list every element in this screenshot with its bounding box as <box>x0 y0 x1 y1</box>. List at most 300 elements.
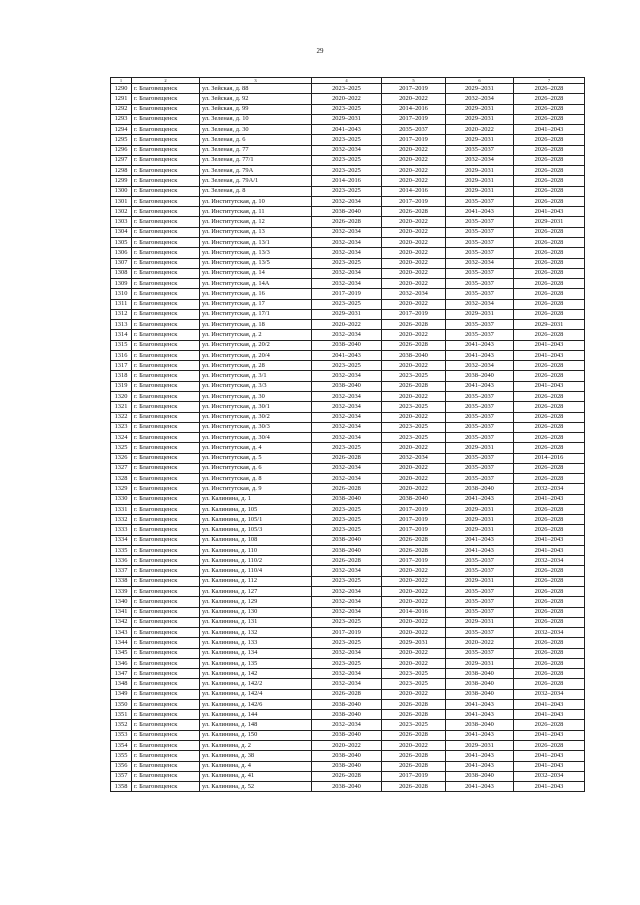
cell-address: ул. Калинина, д. 112 <box>200 576 312 586</box>
cell-period-col4: 2026–2028 <box>312 453 382 463</box>
cell-period-col6: 2029–2031 <box>446 84 514 94</box>
cell-period-col4: 2023–2025 <box>312 443 382 453</box>
cell-period-col7: 2026–2028 <box>514 576 585 586</box>
cell-row-number: 1353 <box>111 730 132 740</box>
cell-row-number: 1293 <box>111 114 132 124</box>
cell-period-col5: 2026–2028 <box>382 699 446 709</box>
table-row <box>111 361 585 371</box>
cell-row-number: 1294 <box>111 125 132 135</box>
cell-period-col5: 2020–2022 <box>382 597 446 607</box>
cell-row-number: 1308 <box>111 268 132 278</box>
cell-period-col5: 2020–2022 <box>382 474 446 484</box>
cell-period-col7: 2026–2028 <box>514 309 585 319</box>
cell-period-col6: 2035–2037 <box>446 391 514 401</box>
cell-city: г. Благовещенск <box>132 751 200 761</box>
cell-period-col6: 2020–2022 <box>446 638 514 648</box>
cell-city: г. Благовещенск <box>132 258 200 268</box>
cell-row-number: 1300 <box>111 186 132 196</box>
cell-period-col6: 2035–2037 <box>446 320 514 330</box>
cell-period-col6: 2029–2031 <box>446 658 514 668</box>
cell-city: г. Благовещенск <box>132 84 200 94</box>
cell-period-col6: 2035–2037 <box>446 289 514 299</box>
cell-row-number: 1298 <box>111 166 132 176</box>
cell-period-col4: 2032–2034 <box>312 669 382 679</box>
cell-period-col4: 2038–2040 <box>312 535 382 545</box>
cell-period-col6: 2038–2040 <box>446 689 514 699</box>
cell-city: г. Благовещенск <box>132 710 200 720</box>
cell-address: ул. Калинина, д. 142/4 <box>200 689 312 699</box>
table-row <box>111 114 585 124</box>
cell-row-number: 1355 <box>111 751 132 761</box>
table-row <box>111 196 585 206</box>
cell-period-col6: 2035–2037 <box>446 227 514 237</box>
cell-period-col7: 2041–2043 <box>514 545 585 555</box>
cell-city: г. Благовещенск <box>132 453 200 463</box>
table-row <box>111 453 585 463</box>
cell-row-number: 1297 <box>111 155 132 165</box>
cell-period-col4: 2032–2034 <box>312 679 382 689</box>
cell-address: ул. Зеленая, д. 8 <box>200 186 312 196</box>
cell-period-col5: 2020–2022 <box>382 155 446 165</box>
cell-period-col7: 2026–2028 <box>514 422 585 432</box>
cell-period-col4: 2023–2025 <box>312 258 382 268</box>
cell-period-col7: 2026–2028 <box>514 104 585 114</box>
cell-city: г. Благовещенск <box>132 237 200 247</box>
cell-period-col6: 2029–2031 <box>446 617 514 627</box>
table-row <box>111 289 585 299</box>
cell-address: ул. Институтская, д. 3/1 <box>200 371 312 381</box>
cell-address: ул. Институтская, д. 11 <box>200 207 312 217</box>
cell-period-col6: 2035–2037 <box>446 463 514 473</box>
cell-address: ул. Зеленая, д. 6 <box>200 135 312 145</box>
table-row <box>111 597 585 607</box>
cell-row-number: 1329 <box>111 484 132 494</box>
cell-address: ул. Калинина, д. 105/1 <box>200 515 312 525</box>
column-number-2: 2 <box>132 78 200 84</box>
cell-period-col5: 2026–2028 <box>382 381 446 391</box>
table-row <box>111 741 585 751</box>
cell-row-number: 1331 <box>111 504 132 514</box>
cell-period-col7: 2032–2034 <box>514 556 585 566</box>
cell-period-col5: 2020–2022 <box>382 628 446 638</box>
cell-period-col7: 2032–2034 <box>514 689 585 699</box>
cell-period-col6: 2038–2040 <box>446 669 514 679</box>
cell-address: ул. Калинина, д. 108 <box>200 535 312 545</box>
cell-address: ул. Институтская, д. 30/2 <box>200 412 312 422</box>
cell-period-col4: 2032–2034 <box>312 196 382 206</box>
cell-period-col6: 2029–2031 <box>446 114 514 124</box>
cell-period-col6: 2035–2037 <box>446 607 514 617</box>
cell-period-col4: 2023–2025 <box>312 576 382 586</box>
cell-address: ул. Калинина, д. 130 <box>200 607 312 617</box>
table-row <box>111 710 585 720</box>
cell-row-number: 1327 <box>111 463 132 473</box>
cell-period-col4: 2032–2034 <box>312 237 382 247</box>
cell-address: ул. Институтская, д. 14 <box>200 268 312 278</box>
cell-row-number: 1338 <box>111 576 132 586</box>
cell-period-col5: 2026–2028 <box>382 761 446 771</box>
cell-period-col4: 2032–2034 <box>312 720 382 730</box>
cell-city: г. Благовещенск <box>132 648 200 658</box>
cell-row-number: 1347 <box>111 669 132 679</box>
cell-period-col4: 2023–2025 <box>312 104 382 114</box>
cell-period-col5: 2020–2022 <box>382 279 446 289</box>
cell-city: г. Благовещенск <box>132 104 200 114</box>
cell-period-col7: 2026–2028 <box>514 515 585 525</box>
cell-period-col4: 2032–2034 <box>312 566 382 576</box>
cell-city: г. Благовещенск <box>132 412 200 422</box>
cell-period-col7: 2026–2028 <box>514 237 585 247</box>
cell-address: ул. Зеленая, д. 77/1 <box>200 155 312 165</box>
table-row <box>111 484 585 494</box>
cell-period-col7: 2026–2028 <box>514 371 585 381</box>
cell-address: ул. Институтская, д. 5 <box>200 453 312 463</box>
column-number-1: 1 <box>111 78 132 84</box>
cell-address: ул. Институтская, д. 13/5 <box>200 258 312 268</box>
cell-period-col4: 2032–2034 <box>312 145 382 155</box>
cell-period-col5: 2026–2028 <box>382 730 446 740</box>
cell-period-col5: 2026–2028 <box>382 782 446 792</box>
cell-period-col6: 2035–2037 <box>446 597 514 607</box>
cell-city: г. Благовещенск <box>132 771 200 781</box>
cell-row-number: 1313 <box>111 320 132 330</box>
cell-period-col5: 2020–2022 <box>382 166 446 176</box>
cell-period-col6: 2029–2031 <box>446 525 514 535</box>
cell-period-col6: 2035–2037 <box>446 237 514 247</box>
table-row <box>111 751 585 761</box>
cell-city: г. Благовещенск <box>132 679 200 689</box>
cell-period-col7: 2026–2028 <box>514 279 585 289</box>
cell-city: г. Благовещенск <box>132 741 200 751</box>
cell-period-col5: 2026–2028 <box>382 751 446 761</box>
cell-city: г. Благовещенск <box>132 597 200 607</box>
table-row <box>111 669 585 679</box>
cell-city: г. Благовещенск <box>132 155 200 165</box>
cell-address: ул. Калинина, д. 38 <box>200 751 312 761</box>
cell-period-col6: 2035–2037 <box>446 628 514 638</box>
table-row <box>111 679 585 689</box>
cell-row-number: 1322 <box>111 412 132 422</box>
cell-row-number: 1317 <box>111 361 132 371</box>
cell-address: ул. Калинина, д. 127 <box>200 587 312 597</box>
cell-period-col4: 2032–2034 <box>312 474 382 484</box>
cell-period-col7: 2026–2028 <box>514 176 585 186</box>
table-row <box>111 443 585 453</box>
table-row <box>111 433 585 443</box>
cell-period-col7: 2026–2028 <box>514 607 585 617</box>
cell-city: г. Благовещенск <box>132 135 200 145</box>
table-row <box>111 207 585 217</box>
cell-period-col6: 2029–2031 <box>446 504 514 514</box>
column-number-3: 3 <box>200 78 312 84</box>
cell-row-number: 1356 <box>111 761 132 771</box>
cell-period-col5: 2038–2040 <box>382 350 446 360</box>
cell-period-col7: 2026–2028 <box>514 166 585 176</box>
cell-row-number: 1303 <box>111 217 132 227</box>
table-row <box>111 104 585 114</box>
page-number: 29 <box>316 47 324 55</box>
table-row <box>111 463 585 473</box>
cell-row-number: 1330 <box>111 494 132 504</box>
cell-period-col5: 2026–2028 <box>382 710 446 720</box>
cell-period-col7: 2041–2043 <box>514 350 585 360</box>
table-row <box>111 309 585 319</box>
cell-period-col7: 2041–2043 <box>514 699 585 709</box>
table-row <box>111 566 585 576</box>
cell-city: г. Благовещенск <box>132 474 200 484</box>
cell-row-number: 1335 <box>111 545 132 555</box>
cell-period-col7: 2041–2043 <box>514 761 585 771</box>
cell-period-col4: 2032–2034 <box>312 433 382 443</box>
table-row <box>111 525 585 535</box>
cell-period-col4: 2032–2034 <box>312 227 382 237</box>
cell-period-col7: 2026–2028 <box>514 638 585 648</box>
cell-address: ул. Институтская, д. 2 <box>200 330 312 340</box>
cell-period-col5: 2023–2025 <box>382 422 446 432</box>
cell-address: ул. Зеленая, д. 10 <box>200 114 312 124</box>
table-row <box>111 699 585 709</box>
cell-period-col4: 2041–2043 <box>312 350 382 360</box>
cell-row-number: 1295 <box>111 135 132 145</box>
cell-period-col4: 2038–2040 <box>312 761 382 771</box>
cell-address: ул. Калинина, д. 52 <box>200 782 312 792</box>
cell-city: г. Благовещенск <box>132 114 200 124</box>
cell-period-col7: 2041–2043 <box>514 782 585 792</box>
cell-address: ул. Институтская, д. 16 <box>200 289 312 299</box>
cell-period-col5: 2023–2025 <box>382 433 446 443</box>
cell-row-number: 1343 <box>111 628 132 638</box>
table-row <box>111 155 585 165</box>
cell-city: г. Благовещенск <box>132 782 200 792</box>
cell-address: ул. Институтская, д. 30 <box>200 391 312 401</box>
cell-address: ул. Институтская, д. 13/1 <box>200 237 312 247</box>
cell-period-col6: 2035–2037 <box>446 145 514 155</box>
table-row <box>111 720 585 730</box>
cell-period-col4: 2029–2031 <box>312 114 382 124</box>
cell-period-col7: 2029–2031 <box>514 217 585 227</box>
cell-row-number: 1305 <box>111 237 132 247</box>
cell-address: ул. Калинина, д. 142/6 <box>200 699 312 709</box>
cell-period-col4: 2023–2025 <box>312 166 382 176</box>
cell-address: ул. Институтская, д. 12 <box>200 217 312 227</box>
table-row <box>111 638 585 648</box>
table-row <box>111 299 585 309</box>
cell-address: ул. Зеленая, д. 30 <box>200 125 312 135</box>
cell-period-col4: 2038–2040 <box>312 782 382 792</box>
cell-period-col7: 2014–2016 <box>514 453 585 463</box>
cell-row-number: 1345 <box>111 648 132 658</box>
cell-row-number: 1292 <box>111 104 132 114</box>
cell-period-col7: 2029–2031 <box>514 320 585 330</box>
cell-period-col6: 2041–2043 <box>446 730 514 740</box>
cell-period-col5: 2023–2025 <box>382 679 446 689</box>
cell-period-col4: 2017–2019 <box>312 628 382 638</box>
cell-period-col7: 2026–2028 <box>514 463 585 473</box>
cell-period-col6: 2041–2043 <box>446 340 514 350</box>
cell-address: ул. Институтская, д. 10 <box>200 196 312 206</box>
cell-period-col5: 2017–2019 <box>382 771 446 781</box>
cell-address: ул. Институтская, д. 30/4 <box>200 433 312 443</box>
table-row <box>111 504 585 514</box>
cell-period-col5: 2020–2022 <box>382 176 446 186</box>
cell-address: ул. Зеленая, д. 79А/1 <box>200 176 312 186</box>
cell-period-col7: 2041–2043 <box>514 207 585 217</box>
cell-period-col6: 2032–2034 <box>446 258 514 268</box>
cell-row-number: 1290 <box>111 84 132 94</box>
table-row <box>111 268 585 278</box>
cell-period-col7: 2026–2028 <box>514 566 585 576</box>
cell-city: г. Благовещенск <box>132 463 200 473</box>
cell-period-col7: 2026–2028 <box>514 299 585 309</box>
cell-address: ул. Институтская, д. 30/3 <box>200 422 312 432</box>
cell-city: г. Благовещенск <box>132 669 200 679</box>
cell-city: г. Благовещенск <box>132 207 200 217</box>
cell-address: ул. Институтская, д. 28 <box>200 361 312 371</box>
cell-city: г. Благовещенск <box>132 689 200 699</box>
cell-address: ул. Зейская, д. 92 <box>200 94 312 104</box>
cell-address: ул. Калинина, д. 135 <box>200 658 312 668</box>
cell-address: ул. Калинина, д. 2 <box>200 741 312 751</box>
cell-period-col7: 2041–2043 <box>514 494 585 504</box>
cell-period-col6: 2035–2037 <box>446 422 514 432</box>
table-row <box>111 689 585 699</box>
cell-period-col7: 2026–2028 <box>514 433 585 443</box>
cell-city: г. Благовещенск <box>132 145 200 155</box>
cell-city: г. Благовещенск <box>132 494 200 504</box>
cell-period-col7: 2026–2028 <box>514 504 585 514</box>
cell-row-number: 1301 <box>111 196 132 206</box>
cell-row-number: 1314 <box>111 330 132 340</box>
cell-period-col4: 2032–2034 <box>312 268 382 278</box>
cell-row-number: 1332 <box>111 515 132 525</box>
cell-period-col5: 2020–2022 <box>382 741 446 751</box>
cell-city: г. Благовещенск <box>132 279 200 289</box>
cell-period-col5: 2020–2022 <box>382 658 446 668</box>
cell-address: ул. Калинина, д. 150 <box>200 730 312 740</box>
table-row <box>111 494 585 504</box>
cell-period-col7: 2026–2028 <box>514 648 585 658</box>
cell-period-col7: 2026–2028 <box>514 227 585 237</box>
cell-period-col4: 2023–2025 <box>312 504 382 514</box>
cell-period-col5: 2020–2022 <box>382 361 446 371</box>
cell-period-col4: 2032–2034 <box>312 279 382 289</box>
cell-period-col6: 2035–2037 <box>446 330 514 340</box>
cell-period-col4: 2014–2016 <box>312 176 382 186</box>
cell-address: ул. Институтская, д. 13 <box>200 227 312 237</box>
cell-address: ул. Институтская, д. 9 <box>200 484 312 494</box>
cell-row-number: 1326 <box>111 453 132 463</box>
cell-period-col6: 2041–2043 <box>446 381 514 391</box>
table-row <box>111 84 585 94</box>
cell-row-number: 1315 <box>111 340 132 350</box>
cell-period-col4: 2023–2025 <box>312 155 382 165</box>
cell-city: г. Благовещенск <box>132 94 200 104</box>
table-row <box>111 176 585 186</box>
cell-period-col5: 2026–2028 <box>382 340 446 350</box>
cell-period-col4: 2026–2028 <box>312 771 382 781</box>
cell-row-number: 1328 <box>111 474 132 484</box>
cell-address: ул. Зейская, д. 99 <box>200 104 312 114</box>
cell-period-col6: 2041–2043 <box>446 545 514 555</box>
cell-period-col7: 2041–2043 <box>514 125 585 135</box>
cell-city: г. Благовещенск <box>132 268 200 278</box>
cell-period-col6: 2029–2031 <box>446 515 514 525</box>
cell-period-col4: 2023–2025 <box>312 638 382 648</box>
cell-row-number: 1334 <box>111 535 132 545</box>
cell-period-col4: 2032–2034 <box>312 648 382 658</box>
cell-period-col6: 2038–2040 <box>446 720 514 730</box>
cell-address: ул. Калинина, д. 110/2 <box>200 556 312 566</box>
cell-period-col5: 2017–2019 <box>382 196 446 206</box>
cell-city: г. Благовещенск <box>132 443 200 453</box>
cell-row-number: 1354 <box>111 741 132 751</box>
cell-city: г. Благовещенск <box>132 340 200 350</box>
cell-row-number: 1318 <box>111 371 132 381</box>
table-row <box>111 412 585 422</box>
table-row <box>111 587 585 597</box>
cell-period-col4: 2020–2022 <box>312 94 382 104</box>
cell-period-col7: 2026–2028 <box>514 391 585 401</box>
table-row <box>111 535 585 545</box>
cell-period-col6: 2035–2037 <box>446 248 514 258</box>
cell-period-col6: 2029–2031 <box>446 186 514 196</box>
cell-period-col4: 2026–2028 <box>312 484 382 494</box>
cell-period-col4: 2026–2028 <box>312 689 382 699</box>
cell-address: ул. Калинина, д. 129 <box>200 597 312 607</box>
cell-address: ул. Калинина, д. 4 <box>200 761 312 771</box>
cell-row-number: 1304 <box>111 227 132 237</box>
cell-period-col4: 2041–2043 <box>312 125 382 135</box>
table-row <box>111 94 585 104</box>
table-row <box>111 340 585 350</box>
cell-city: г. Благовещенск <box>132 309 200 319</box>
cell-period-col5: 2032–2034 <box>382 289 446 299</box>
cell-row-number: 1321 <box>111 402 132 412</box>
cell-row-number: 1320 <box>111 391 132 401</box>
cell-address: ул. Калинина, д. 1 <box>200 494 312 504</box>
cell-period-col6: 2035–2037 <box>446 474 514 484</box>
cell-period-col5: 2017–2019 <box>382 515 446 525</box>
cell-period-col7: 2026–2028 <box>514 720 585 730</box>
cell-city: г. Благовещенск <box>132 248 200 258</box>
cell-period-col4: 2032–2034 <box>312 371 382 381</box>
cell-period-col5: 2026–2028 <box>382 545 446 555</box>
cell-period-col6: 2029–2031 <box>446 576 514 586</box>
table-row <box>111 166 585 176</box>
cell-period-col6: 2041–2043 <box>446 751 514 761</box>
cell-city: г. Благовещенск <box>132 566 200 576</box>
cell-period-col4: 2038–2040 <box>312 699 382 709</box>
table-row <box>111 217 585 227</box>
cell-period-col6: 2035–2037 <box>446 402 514 412</box>
cell-period-col6: 2035–2037 <box>446 648 514 658</box>
table-row <box>111 545 585 555</box>
cell-row-number: 1341 <box>111 607 132 617</box>
cell-period-col6: 2035–2037 <box>446 433 514 443</box>
cell-address: ул. Институтская, д. 18 <box>200 320 312 330</box>
cell-period-col4: 2038–2040 <box>312 494 382 504</box>
cell-period-col5: 2014–2016 <box>382 186 446 196</box>
cell-period-col4: 2038–2040 <box>312 710 382 720</box>
cell-period-col7: 2032–2034 <box>514 771 585 781</box>
cell-period-col5: 2020–2022 <box>382 689 446 699</box>
table-row <box>111 607 585 617</box>
cell-period-col5: 2020–2022 <box>382 145 446 155</box>
cell-city: г. Благовещенск <box>132 391 200 401</box>
cell-address: ул. Институтская, д. 13/3 <box>200 248 312 258</box>
table-row <box>111 125 585 135</box>
cell-period-col5: 2020–2022 <box>382 248 446 258</box>
